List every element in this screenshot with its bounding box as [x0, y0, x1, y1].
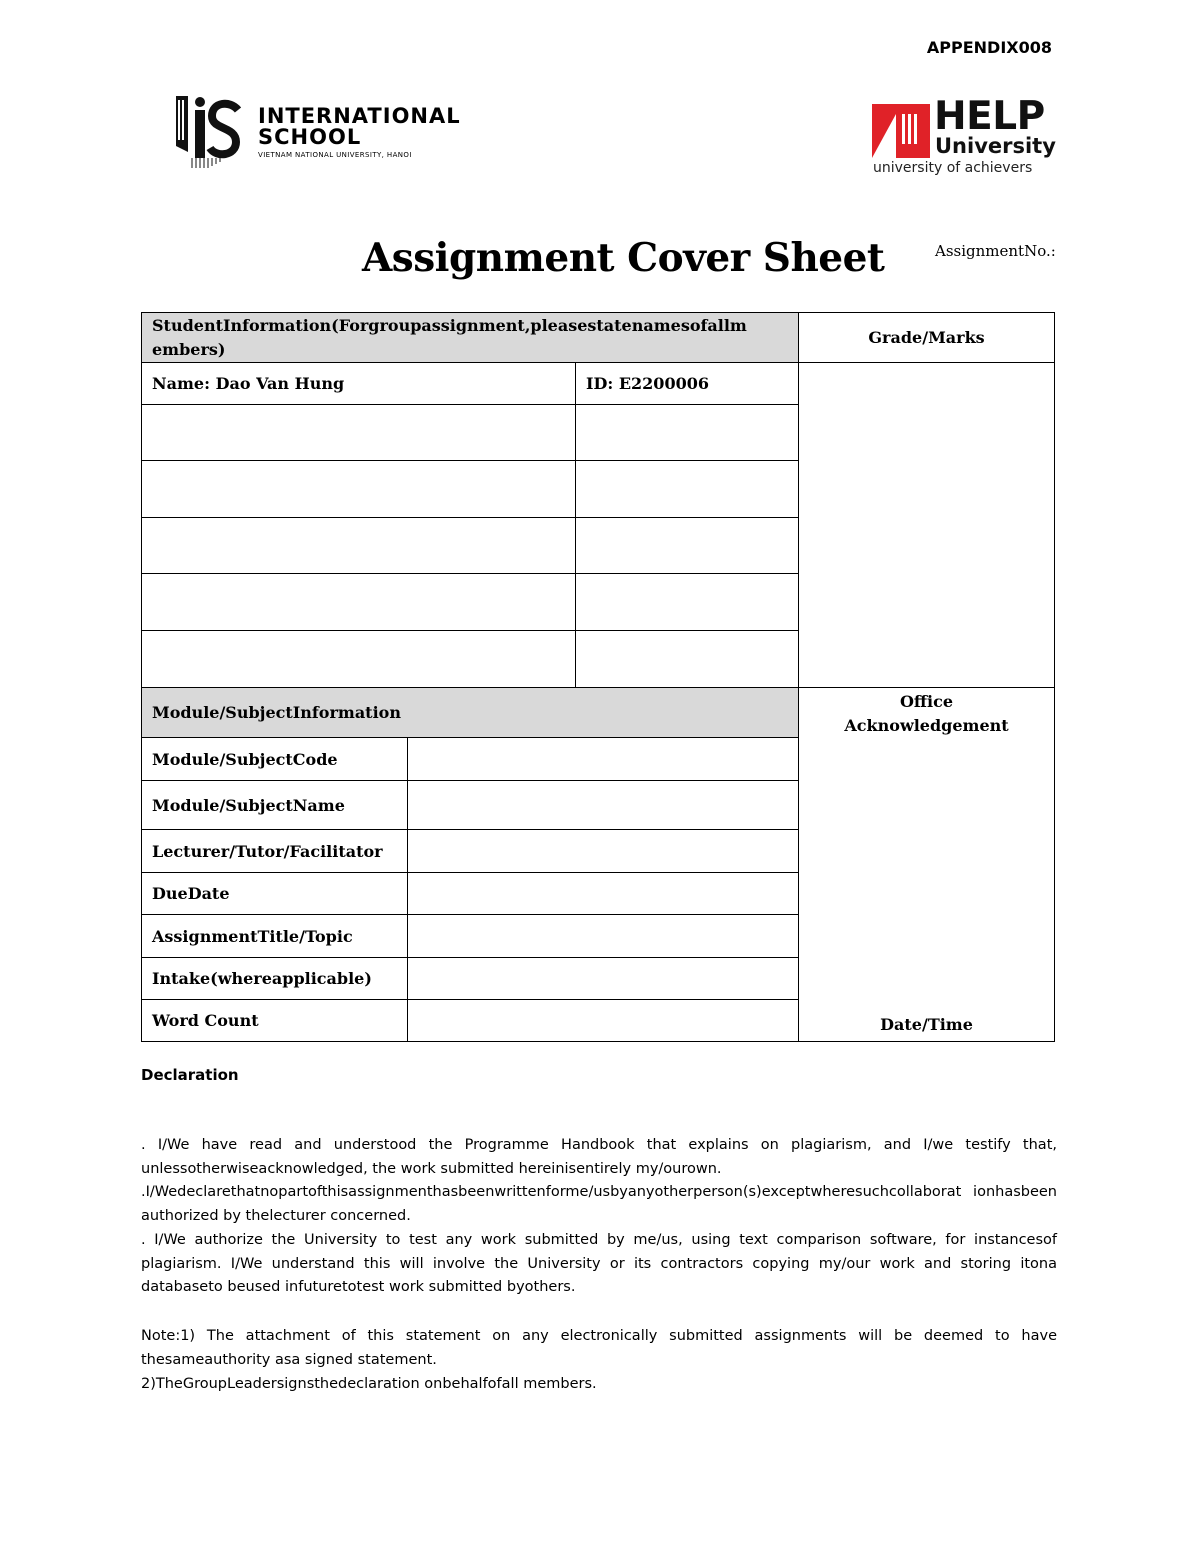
student-id-cell[interactable] [576, 405, 799, 461]
acknowledgement-label: Acknowledgement [844, 716, 1009, 735]
assignment-title-field[interactable] [408, 915, 799, 958]
name-label: Name: [152, 374, 211, 393]
declaration-paragraph-2: .I/Wedeclarethatnopartofthisassignmenthasbeenwrittenforme/usbyanyotherperson(s)exceptwheresuchcollaborat ionhasbeen authorized by thelecturer concerned. [141, 1184, 1057, 1224]
appendix-code: APPENDIX008 [926, 38, 1052, 57]
office-acknowledgement-cell[interactable] [799, 688, 1055, 1042]
intake-field[interactable] [408, 958, 799, 1000]
is-logo-line1: INTERNATIONAL [258, 104, 461, 128]
is-logo-line3: VIETNAM NATIONAL UNIVERSITY, HANOI [258, 151, 412, 159]
declaration-note-2: 2)TheGroupLeadersignsthedeclaration onbehalfofall members. [141, 1376, 597, 1392]
intake-label: Intake(whereapplicable) [142, 958, 408, 1000]
declaration-heading: Declaration [141, 1066, 239, 1084]
is-crest-icon [172, 92, 244, 170]
help-logo-word: HELP [934, 94, 1045, 139]
assignment-title-label: AssignmentTitle/Topic [142, 915, 408, 958]
student-name-cell[interactable] [142, 574, 576, 631]
word-count-label: Word Count [142, 1000, 408, 1042]
declaration-paragraph-3: . I/We authorize the University to test any work submitted by me/us, using text comparison software, for instancesof plagiarism. I/We understand this will involve the University or its contractors copying my/our work and storing itona databaseto beused infuturetotest work submitted byothers. [141, 1232, 1057, 1295]
student-id-cell[interactable] [576, 461, 799, 518]
student-info-header: StudentInformation(Forgroupassignment,pleasestatenamesofallm embers) [142, 313, 799, 363]
student-name-cell[interactable] [142, 363, 576, 405]
name-value: Dao Van Hung [215, 374, 345, 393]
help-mark-icon [872, 100, 932, 160]
student-name-cell[interactable] [142, 405, 576, 461]
student-name-cell[interactable] [142, 518, 576, 574]
lecturer-field[interactable] [408, 830, 799, 873]
help-university-logo [872, 94, 1072, 180]
module-name-field[interactable] [408, 781, 799, 830]
lecturer-label: Lecturer/Tutor/Facilitator [142, 830, 408, 873]
declaration-paragraph-1: . I/We have read and understood the Programme Handbook that explains on plagiarism, and I/we testify that, unlessotherwiseacknowledged, the work submitted hereinisentirely my/ourown. [141, 1137, 1057, 1177]
cover-sheet-table [141, 312, 1055, 1042]
id-label: ID: [586, 374, 614, 393]
due-date-label: DueDate [142, 873, 408, 915]
grade-marks-header: Grade/Marks [799, 313, 1055, 363]
due-date-field[interactable] [408, 873, 799, 915]
is-logo-line2: SCHOOL [258, 125, 362, 149]
student-id-cell[interactable] [576, 518, 799, 574]
help-logo-tagline: university of achievers [873, 160, 1033, 176]
declaration-note-1: Note:1) The attachment of this statement on any electronically submitted assignments will be deemed to have thesameauthority asa signed statement. [141, 1328, 1057, 1368]
student-id-cell[interactable] [576, 363, 799, 405]
student-name-cell[interactable] [142, 631, 576, 688]
date-time-label: Date/Time [880, 1015, 973, 1034]
page-title: Assignment Cover Sheet [362, 235, 885, 281]
grade-marks-cell[interactable] [799, 363, 1055, 688]
module-info-header: Module/SubjectInformation [142, 688, 799, 738]
international-school-logo [172, 92, 461, 172]
student-id-cell[interactable] [576, 574, 799, 631]
help-logo-university: University [935, 134, 1056, 158]
id-value: E2200006 [618, 374, 709, 393]
student-name-cell[interactable] [142, 461, 576, 518]
assignment-no-label: AssignmentNo.: [935, 242, 1056, 260]
word-count-field[interactable] [408, 1000, 799, 1042]
module-code-label: Module/SubjectCode [142, 738, 408, 781]
module-code-field[interactable] [408, 738, 799, 781]
module-name-label: Module/SubjectName [142, 781, 408, 830]
office-label: Office [899, 692, 954, 711]
student-id-cell[interactable] [576, 631, 799, 688]
